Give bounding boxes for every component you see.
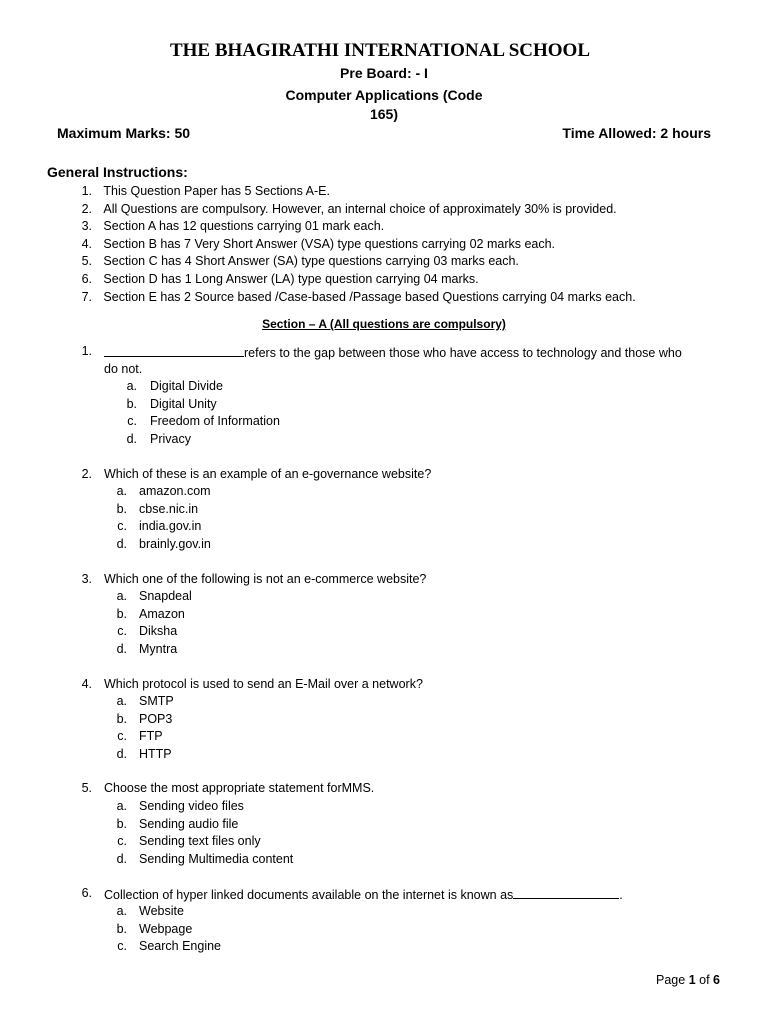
option-d bbox=[0, 641, 768, 659]
option-c bbox=[0, 518, 768, 536]
option-a bbox=[0, 588, 768, 606]
option-letter: b. bbox=[116, 501, 127, 516]
subject-line-2: 165) bbox=[369, 106, 399, 122]
option-letter: d. bbox=[126, 431, 137, 446]
instruction-item bbox=[60, 236, 636, 254]
option-c bbox=[0, 413, 768, 431]
instruction-text: Section B has 7 Very Short Answer (VSA) type questions carrying 02 marks each. bbox=[103, 236, 556, 251]
page-number: 1 bbox=[688, 973, 696, 987]
instruction-item bbox=[60, 201, 636, 219]
page-total: 6 bbox=[713, 973, 720, 987]
instruction-text: Section D has 1 Long Answer (LA) type question carrying 04 marks. bbox=[103, 271, 479, 286]
instruction-text: Section E has 2 Source based /Case-based /Passage based Questions carrying 04 marks each. bbox=[103, 289, 636, 304]
instruction-item bbox=[60, 253, 636, 271]
question-text: Which of these is an example of an e-governance website? bbox=[104, 466, 432, 481]
option-text: Sending Multimedia content bbox=[139, 851, 294, 866]
option-letter: d. bbox=[116, 851, 127, 866]
time-allowed: Time Allowed: 2 hours bbox=[562, 125, 711, 141]
option-a bbox=[0, 483, 768, 501]
instruction-number: 2. bbox=[81, 201, 92, 216]
question-number: 6. bbox=[81, 886, 92, 901]
option-text: Sending audio file bbox=[139, 816, 239, 831]
question-2 bbox=[0, 466, 768, 554]
option-d bbox=[0, 851, 768, 869]
option-b bbox=[0, 921, 768, 939]
option-text: Digital Divide bbox=[150, 379, 223, 394]
question-text: Which protocol is used to send an E-Mail over a network? bbox=[104, 676, 423, 691]
option-c bbox=[0, 623, 768, 641]
option-text: Amazon bbox=[139, 606, 185, 621]
option-c bbox=[0, 833, 768, 851]
option-text: india.gov.in bbox=[139, 519, 202, 534]
option-letter: a. bbox=[116, 694, 127, 709]
option-text: Snapdeal bbox=[139, 589, 192, 604]
instruction-text: This Question Paper has 5 Sections A-E. bbox=[103, 184, 330, 198]
option-text: HTTP bbox=[139, 746, 172, 761]
option-d bbox=[0, 536, 768, 554]
question-1 bbox=[0, 343, 768, 449]
option-text: Webpage bbox=[139, 921, 193, 936]
instruction-number: 1. bbox=[81, 184, 92, 198]
option-text: Search Engine bbox=[139, 939, 222, 954]
option-letter: b. bbox=[116, 921, 127, 936]
option-letter: a. bbox=[116, 484, 127, 499]
question-3 bbox=[0, 571, 768, 659]
option-text: Sending video files bbox=[139, 799, 244, 814]
option-letter: c. bbox=[127, 414, 137, 429]
option-letter: c. bbox=[117, 834, 127, 849]
instruction-number: 4. bbox=[81, 236, 92, 251]
page-footer bbox=[656, 973, 720, 987]
option-text: Website bbox=[139, 904, 184, 919]
option-a bbox=[0, 378, 768, 396]
option-text: amazon.com bbox=[139, 484, 211, 499]
option-letter: b. bbox=[116, 816, 127, 831]
option-b bbox=[0, 606, 768, 624]
option-text: FTP bbox=[139, 729, 163, 744]
instruction-item bbox=[60, 289, 636, 307]
instruction-item bbox=[60, 183, 636, 201]
option-a bbox=[0, 693, 768, 711]
page-word: Page bbox=[656, 973, 686, 987]
option-text: Digital Unity bbox=[150, 396, 217, 411]
answer-blank bbox=[513, 885, 619, 899]
question-number: 4. bbox=[81, 676, 92, 691]
option-b bbox=[0, 396, 768, 414]
option-text: cbse.nic.in bbox=[139, 501, 199, 516]
option-letter: d. bbox=[116, 536, 127, 551]
option-letter: c. bbox=[117, 939, 127, 954]
option-text: Privacy bbox=[150, 431, 191, 446]
instruction-text: Section C has 4 Short Answer (SA) type questions carrying 03 marks each. bbox=[103, 254, 519, 269]
option-letter: a. bbox=[116, 904, 127, 919]
option-letter: a. bbox=[116, 589, 127, 604]
question-number: 5. bbox=[81, 781, 92, 796]
instructions-list bbox=[60, 183, 636, 306]
instruction-text: Section A has 12 questions carrying 01 mark each. bbox=[103, 219, 385, 234]
option-a bbox=[0, 798, 768, 816]
question-text-before-blank: Collection of hyper linked documents available on the internet is known as bbox=[104, 888, 514, 903]
instruction-number: 7. bbox=[81, 289, 92, 304]
option-b bbox=[0, 711, 768, 729]
option-text: brainly.gov.in bbox=[139, 536, 211, 551]
question-text-continued: do not. bbox=[104, 361, 143, 376]
option-letter: b. bbox=[116, 606, 127, 621]
question-number: 2. bbox=[81, 466, 92, 481]
option-letter: c. bbox=[117, 519, 127, 534]
option-text: Myntra bbox=[139, 641, 178, 656]
option-letter: b. bbox=[126, 396, 137, 411]
instructions-title: General Instructions: bbox=[47, 164, 188, 180]
answer-blank bbox=[104, 343, 244, 357]
option-text: SMTP bbox=[139, 694, 174, 709]
option-letter: d. bbox=[116, 746, 127, 761]
question-5 bbox=[0, 780, 768, 868]
instruction-item bbox=[60, 218, 636, 236]
question-number: 3. bbox=[81, 571, 92, 586]
option-text: Sending text files only bbox=[139, 834, 261, 849]
option-c bbox=[0, 938, 768, 956]
option-text: POP3 bbox=[139, 711, 173, 726]
question-4 bbox=[0, 676, 768, 764]
section-a-questions bbox=[0, 343, 768, 973]
instruction-item bbox=[60, 271, 636, 289]
option-letter: a. bbox=[116, 799, 127, 814]
option-letter: c. bbox=[117, 624, 127, 639]
question-text: Which one of the following is not an e-commerce website? bbox=[104, 571, 427, 586]
subject-line-1: Computer Applications (Code bbox=[285, 87, 483, 103]
option-d bbox=[0, 431, 768, 449]
question-text-after-blank: . bbox=[619, 888, 623, 903]
of-word: of bbox=[699, 973, 710, 987]
question-6 bbox=[0, 885, 768, 955]
option-a bbox=[0, 903, 768, 921]
option-text: Diksha bbox=[139, 624, 178, 639]
instruction-number: 3. bbox=[81, 219, 92, 234]
option-letter: b. bbox=[116, 711, 127, 726]
question-text-after-blank: refers to the gap between those who have access to technology and those who bbox=[244, 346, 682, 360]
school-name: THE BHAGIRATHI INTERNATIONAL SCHOOL bbox=[169, 40, 591, 61]
option-d bbox=[0, 746, 768, 764]
section-a-heading: Section – A (All questions are compulsory) bbox=[262, 317, 506, 331]
option-letter: d. bbox=[116, 641, 127, 656]
option-b bbox=[0, 816, 768, 834]
option-letter: a. bbox=[126, 379, 137, 394]
maximum-marks: Maximum Marks: 50 bbox=[57, 125, 191, 141]
instruction-number: 6. bbox=[81, 271, 92, 286]
instruction-text: All Questions are compulsory. However, an internal choice of approximately 30% is provided. bbox=[103, 201, 617, 216]
instruction-number: 5. bbox=[81, 254, 92, 269]
option-letter: c. bbox=[117, 729, 127, 744]
question-text: Choose the most appropriate statement forMMS. bbox=[104, 781, 375, 796]
exam-title: Pre Board: - I bbox=[340, 65, 428, 81]
question-number: 1. bbox=[81, 344, 92, 358]
option-b bbox=[0, 501, 768, 519]
option-text: Freedom of Information bbox=[150, 414, 280, 429]
option-c bbox=[0, 728, 768, 746]
